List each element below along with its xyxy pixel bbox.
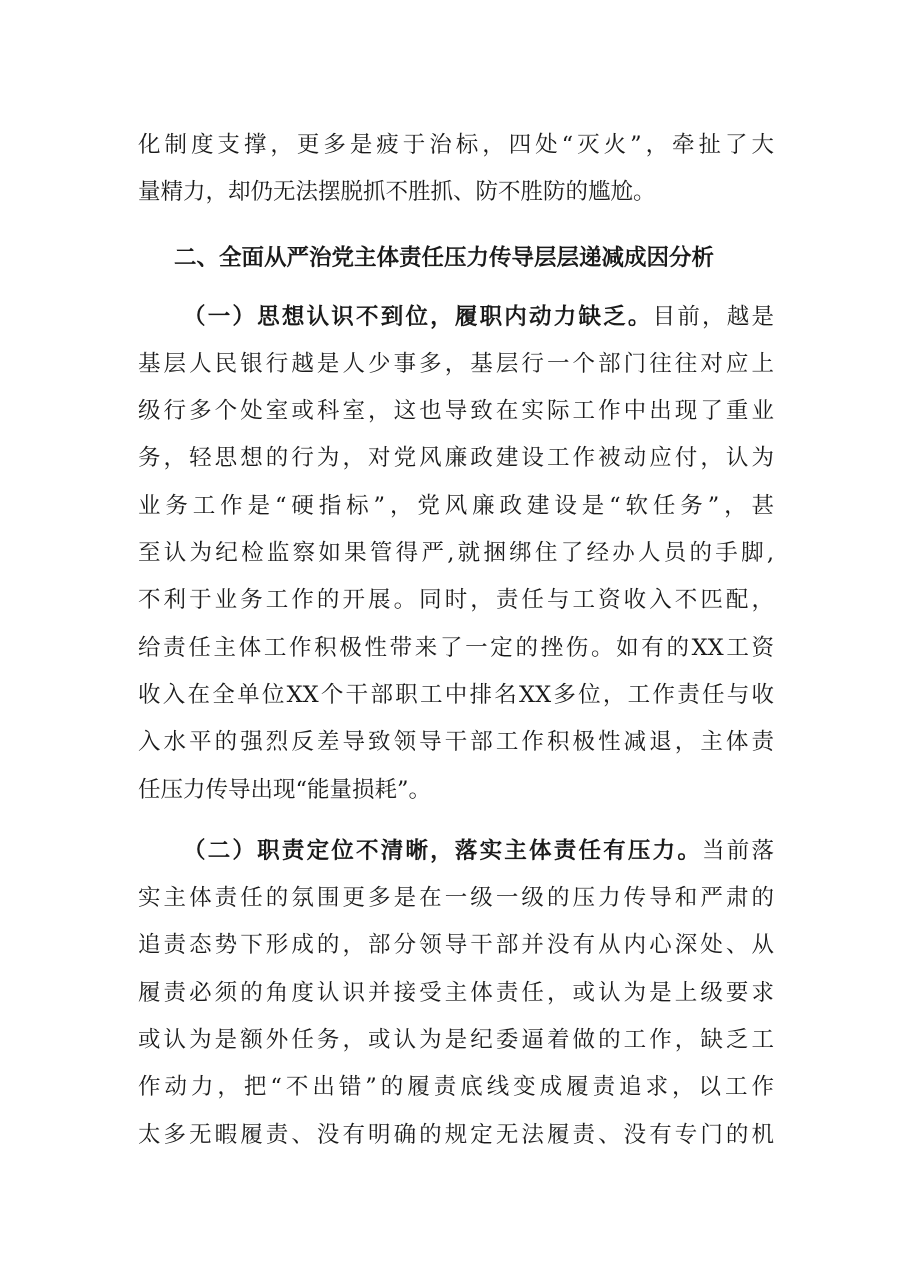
intro-line-2: 量精力，却仍无法摆脱抓不胜抓、防不胜防的尴尬。 [138,179,656,206]
paragraph-1-line: 不利于业务工作的开展。同时，责任与工资收入不匹配， [138,587,774,614]
paragraph-1-line-1 [138,294,774,341]
paragraph-2-line-1 [138,828,774,875]
paragraph-1-line: 务，轻思想的行为，对党风廉政建设工作被动应付，认为 [138,445,774,472]
intro-line-1: 化制度支撑，更多是疲于治标，四处“灭火”，牵扯了大 [138,132,774,158]
paragraph-2-line: 实主体责任的氛围更多是在一级一级的压力传导和严肃的 [138,885,774,912]
paragraph-1-lead: （一）思想认识不到位，履职内动力缺乏。 [183,303,653,330]
paragraph-2-first-rest: 当前落 [702,837,774,864]
paragraph-1-line: 业务工作是“硬指标”，党风廉政建设是“软任务”，甚 [138,492,774,519]
document-page [138,122,774,1159]
paragraph-2-line: 履责必须的角度认识并接受主体责任，或认为是上级要求 [138,979,774,1006]
paragraph-1-line: 收入在全单位XX个干部职工中排名XX多位，工作责任与收 [138,681,774,708]
paragraph-2-line: 作动力，把“不出错”的履责底线变成履责追求，以工作 [138,1074,774,1101]
paragraph-1-line: 任压力传导出现“能量损耗”。 [138,776,432,803]
section-heading: 二、全面从严治党主体责任压力传导层层递减成因分析 [174,244,715,271]
paragraph-1-line: 至认为纪检监察如果管得严,就捆绑住了经办人员的手脚, [138,540,774,567]
paragraph-1-line: 入水平的强烈反差导致领导干部工作积极性减退，主体责 [138,729,774,756]
paragraph-2 [138,828,774,1159]
paragraph-2-line: 太多无暇履责、没有明确的规定无法履责、没有专门的机 [138,1121,774,1148]
paragraph-2-line: 追责态势下形成的，部分领导干部并没有从内心深处、从 [138,932,774,959]
paragraph-1-first-rest: 目前，越是 [652,303,774,330]
paragraph-2-lead: （二）职责定位不清晰，落实主体责任有压力。 [183,837,703,864]
paragraph-1-line: 级行多个处室或科室，这也导致在实际工作中出现了重业 [138,398,774,425]
paragraph-1-line: 基层人民银行越是人少事多，基层行一个部门往往对应上 [138,350,774,377]
paragraph-1 [138,294,774,814]
paragraph-2-line: 或认为是额外任务，或认为是纪委逼着做的工作，缺乏工 [138,1027,774,1054]
paragraph-1-line: 给责任主体工作积极性带来了一定的挫伤。如有的XX工资 [138,634,774,661]
